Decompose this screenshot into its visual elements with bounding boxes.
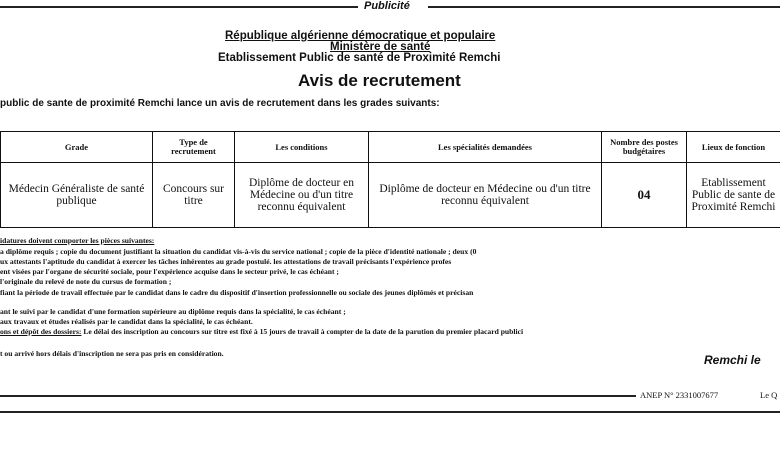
banner-rule-left bbox=[0, 6, 358, 8]
late-notice: t ou arrivé hors délais d'inscription ne sera pas pris en considération. bbox=[0, 349, 224, 358]
cell-specialites: Diplôme de docteur en Médecine ou d'un titre reconnu équivalent bbox=[369, 163, 602, 228]
table-row bbox=[1, 163, 780, 228]
republic-line: République algérienne démocratique et populaire bbox=[225, 30, 496, 42]
note-line: a diplôme requis ; copie du document justifiant la situation du candidat vis-à-vis du service national ; copie de la pièce d'identité nationale ; deux (0 bbox=[0, 247, 477, 256]
cell-grade: Médecin Généraliste de santé publique bbox=[1, 163, 153, 228]
footer-bottom-rule bbox=[0, 411, 780, 413]
header-type: Type de recrutement bbox=[153, 132, 235, 163]
cell-type: Concours sur titre bbox=[153, 163, 235, 228]
note-line: l'originale du relevé de note du cursus de formation ; bbox=[0, 277, 172, 286]
ministry-line: Ministère de santé bbox=[330, 41, 431, 53]
banner-rule-right bbox=[428, 6, 780, 8]
footer-tail: Le Q bbox=[760, 390, 778, 400]
footer-rule bbox=[0, 395, 636, 397]
header-conditions: Les conditions bbox=[235, 132, 369, 163]
notes-heading: idatures doivent comporter les pièces suivantes: bbox=[0, 236, 155, 245]
note-line: ent visées par l'organe de sécurité sociale, pour l'expérience acquise dans le secteur privé, le cas échéant ; bbox=[0, 267, 339, 276]
note-line: ux attestants l'aptitude du candidat à exercer les tâches inhérentes au grade postulé. les attestations de travail précisants l'expérience profes bbox=[0, 257, 452, 266]
cell-lieux: Etablissement Public de sante de Proximité Remchi bbox=[687, 163, 780, 228]
note-line: fiant la période de travail effectuée par le candidat dans le cadre du dispositif d'insertion professionnelle ou sociale des jeunes diplômés et précisan bbox=[0, 288, 474, 297]
header-lieux: Lieux de fonction bbox=[687, 132, 780, 163]
banner-label: Publicité bbox=[364, 0, 410, 12]
cell-postes: 04 bbox=[602, 163, 687, 228]
deposit-line bbox=[0, 327, 523, 336]
publicite-banner bbox=[0, 0, 780, 14]
establishment-line: Etablissement Public de santé de Proximité Remchi bbox=[218, 52, 501, 64]
header-grade: Grade bbox=[1, 132, 153, 163]
deposit-label: ons et dépôt des dossiers: bbox=[0, 327, 82, 336]
recruitment-table bbox=[0, 131, 780, 228]
header-specialites: Les spécialités demandées bbox=[369, 132, 602, 163]
anep-number: ANEP N° 2331007677 bbox=[640, 390, 719, 400]
note-line: ant le suivi par le candidat d'une formation supérieure au diplôme requis dans la spécialité, le cas échéant ; bbox=[0, 307, 346, 316]
note-line: aux travaux et études réalisés par le candidat dans la spécialité, le cas échéant. bbox=[0, 317, 253, 326]
page-title: Avis de recrutement bbox=[298, 71, 461, 90]
header-postes: Nombre des postes budgétaires bbox=[602, 132, 687, 163]
intro-text: public de sante de proximité Remchi lance un avis de recrutement dans les grades suivants: bbox=[0, 98, 440, 109]
deposit-text: Le délai des inscription au concours sur titre est fixé à 15 jours de travail à compter de la date de la parution du premier placard publici bbox=[81, 327, 524, 336]
cell-conditions: Diplôme de docteur en Médecine ou d'un titre reconnu équivalent bbox=[235, 163, 369, 228]
table-header-row bbox=[1, 132, 780, 163]
document-footer bbox=[0, 386, 780, 416]
signature-place: Remchi le bbox=[704, 353, 761, 367]
